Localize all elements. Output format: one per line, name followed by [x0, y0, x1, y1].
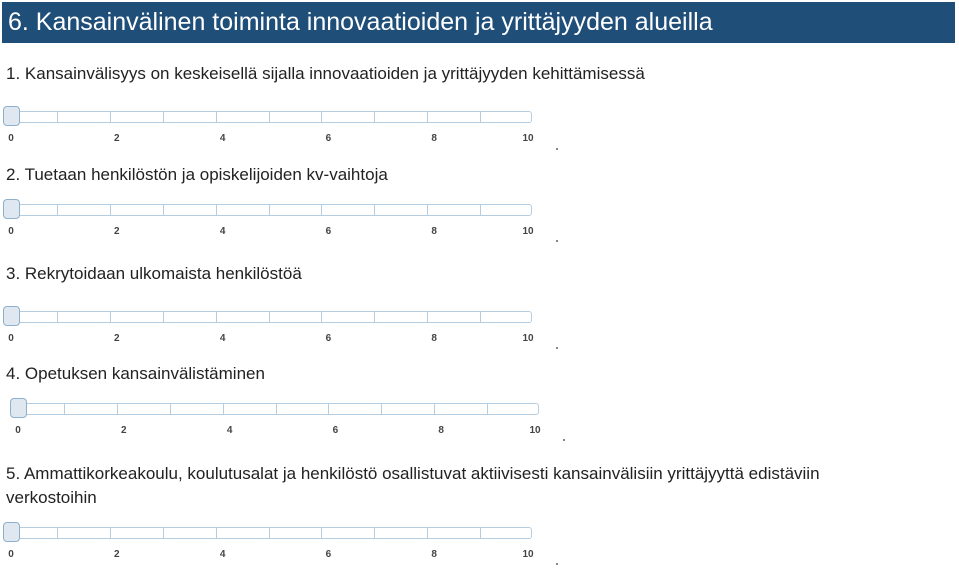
tick-label: 4	[219, 133, 226, 144]
slider-step-divider	[374, 112, 375, 122]
slider-step-divider	[480, 205, 481, 215]
question-1-slider[interactable]	[3, 107, 533, 167]
tick-label: 6	[325, 133, 332, 144]
tick-label: 10	[529, 425, 541, 436]
question-5-label: 5. Ammattikorkeakoulu, koulutusalat ja henkilöstö osallistuvat aktiivisesti kansainvälisiin yrittäjyyttä edistäviin verkostoihin	[6, 464, 820, 507]
tick-label: 6	[325, 549, 332, 560]
slider-step-divider	[427, 205, 428, 215]
slider-step-divider	[110, 205, 111, 215]
slider-step-divider	[163, 312, 164, 322]
tick-label: 10	[522, 549, 534, 560]
tick-label: 10	[522, 333, 534, 344]
slider-track[interactable]	[3, 311, 532, 323]
tick-label: 6	[325, 226, 332, 237]
slider-step-divider	[427, 112, 428, 122]
slider-step-divider	[163, 112, 164, 122]
slider-step-divider	[216, 312, 217, 322]
slider-step-divider	[374, 312, 375, 322]
tick-label: 4	[219, 549, 226, 560]
slider-handle[interactable]	[10, 398, 27, 418]
tick-label: 6	[325, 333, 332, 344]
slider-handle[interactable]	[3, 106, 20, 126]
question-2-slider[interactable]	[3, 200, 533, 260]
tick-label: 0	[15, 425, 21, 436]
tick-label: 8	[431, 226, 437, 237]
slider-step-divider	[374, 528, 375, 538]
tick-label: 2	[114, 333, 120, 344]
separator-dot	[556, 347, 558, 349]
slider-step-divider	[269, 112, 270, 122]
tick-label: 8	[438, 425, 444, 436]
slider-step-divider	[374, 205, 375, 215]
slider-step-divider	[163, 205, 164, 215]
slider-handle[interactable]	[3, 306, 20, 326]
slider-step-divider	[487, 404, 488, 414]
slider-step-divider	[276, 404, 277, 414]
slider-step-divider	[110, 312, 111, 322]
slider-step-divider	[216, 112, 217, 122]
slider-step-divider	[269, 205, 270, 215]
tick-label: 2	[121, 425, 127, 436]
slider-step-divider	[321, 205, 322, 215]
tick-label: 8	[431, 133, 437, 144]
slider-handle[interactable]	[3, 199, 20, 219]
slider-handle[interactable]	[3, 522, 20, 542]
separator-dot	[556, 148, 558, 150]
separator-dot	[556, 563, 558, 565]
slider-step-divider	[427, 312, 428, 322]
tick-label: 2	[114, 226, 120, 237]
tick-label: 2	[114, 133, 120, 144]
separator-dot	[556, 240, 558, 242]
question-3-label: 3. Rekrytoidaan ulkomaista henkilöstöä	[6, 264, 302, 283]
slider-step-divider	[480, 528, 481, 538]
tick-label: 4	[226, 425, 233, 436]
slider-step-divider	[427, 528, 428, 538]
slider-step-divider	[480, 112, 481, 122]
slider-step-divider	[216, 528, 217, 538]
tick-label: 4	[219, 333, 226, 344]
slider-step-divider	[57, 528, 58, 538]
slider-track[interactable]	[3, 111, 532, 123]
slider-track[interactable]	[3, 204, 532, 216]
question-4-slider[interactable]	[10, 399, 540, 459]
section-header: 6. Kansainvälinen toiminta innovaatioiden ja yrittäjyyden alueilla	[2, 2, 955, 43]
slider-step-divider	[480, 312, 481, 322]
slider-step-divider	[321, 528, 322, 538]
question-1-label: 1. Kansainvälisyys on keskeisellä sijalla innovaatioiden ja yrittäjyyden kehittämisessä	[6, 64, 645, 83]
slider-step-divider	[328, 404, 329, 414]
slider-step-divider	[110, 112, 111, 122]
tick-label: 10	[522, 226, 534, 237]
slider-step-divider	[269, 312, 270, 322]
slider-step-divider	[223, 404, 224, 414]
tick-label: 8	[431, 549, 437, 560]
question-2-label: 2. Tuetaan henkilöstön ja opiskelijoiden kv-vaihtoja	[6, 165, 388, 184]
slider-step-divider	[434, 404, 435, 414]
slider-step-divider	[170, 404, 171, 414]
question-5-slider[interactable]	[3, 523, 533, 583]
tick-label: 0	[8, 333, 14, 344]
tick-label: 8	[431, 333, 437, 344]
slider-step-divider	[321, 112, 322, 122]
slider-track[interactable]	[3, 527, 532, 539]
slider-step-divider	[64, 404, 65, 414]
slider-step-divider	[57, 312, 58, 322]
tick-label: 0	[8, 226, 14, 237]
tick-label: 0	[8, 549, 14, 560]
tick-label: 2	[114, 549, 120, 560]
slider-step-divider	[57, 205, 58, 215]
separator-dot	[563, 439, 565, 441]
slider-step-divider	[381, 404, 382, 414]
slider-track[interactable]	[10, 403, 539, 415]
slider-step-divider	[216, 205, 217, 215]
slider-step-divider	[269, 528, 270, 538]
question-4-label: 4. Opetuksen kansainvälistäminen	[6, 364, 265, 383]
tick-label: 0	[8, 133, 14, 144]
slider-step-divider	[163, 528, 164, 538]
slider-step-divider	[117, 404, 118, 414]
slider-step-divider	[321, 312, 322, 322]
question-3-slider[interactable]	[3, 307, 533, 367]
slider-step-divider	[110, 528, 111, 538]
slider-step-divider	[57, 112, 58, 122]
tick-label: 6	[332, 425, 339, 436]
tick-label: 10	[522, 133, 534, 144]
tick-label: 4	[219, 226, 226, 237]
